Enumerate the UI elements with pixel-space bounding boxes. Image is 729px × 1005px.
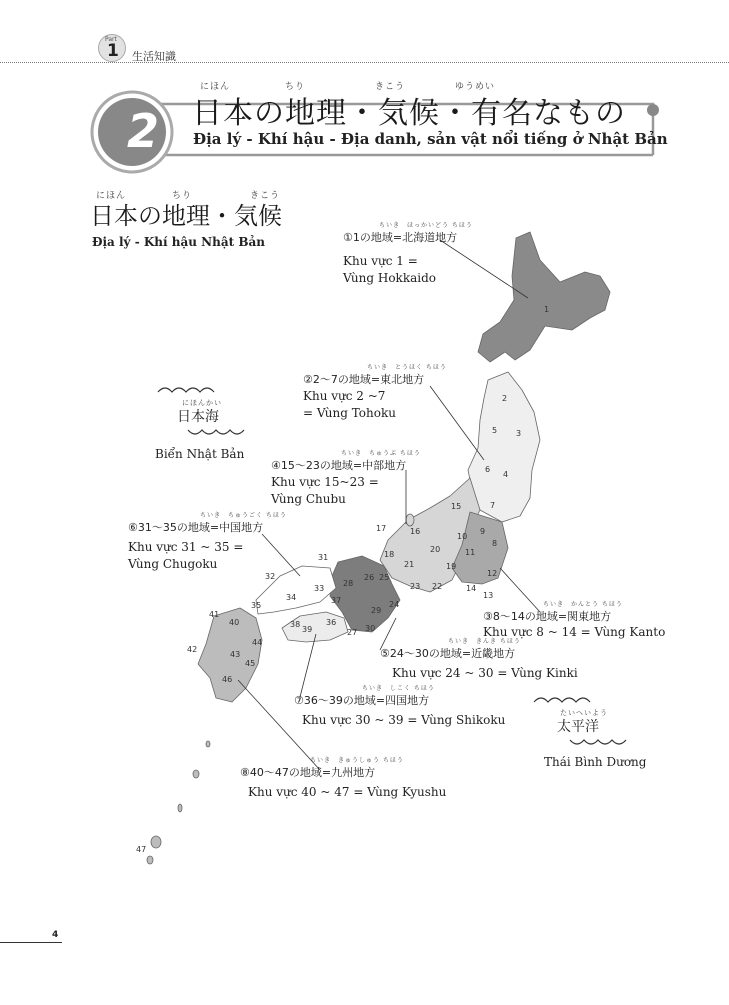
region-hokkaido [343,220,473,287]
pref-35: 35 [251,601,262,610]
pref-45: 45 [245,659,256,668]
footer-rule [0,942,62,943]
region-shikoku [294,683,505,729]
pref-18: 18 [384,550,395,559]
subsection-title-jp: 日本の地理・気候 [90,202,282,230]
pref-8: 8 [492,539,498,548]
pref-1: 1 [544,305,550,314]
region-label: ②2〜7の地域=東北地方 [303,373,425,386]
part-word: Part [105,36,117,43]
region-desc-line2: Vùng Hokkaido [343,271,436,285]
pref-3: 3 [516,429,522,438]
region-ruby: ちいき とうほく ちほう [367,364,447,371]
japan-sea-jp: 日本海 [177,409,219,425]
section-number: 2 [126,104,159,158]
japan-sea-vi: Biển Nhật Bản [155,447,245,461]
subsection-furigana-2: ちり [172,191,193,201]
pacific-jp: 太平洋 [557,719,599,735]
pref-11: 11 [465,548,476,557]
pref-38: 38 [290,620,301,629]
part-number: 1 [107,41,119,61]
pref-37: 37 [331,596,342,605]
region-kyushu [240,755,446,801]
wave-japan-sea-bottom [188,430,244,434]
pref-27: 27 [347,628,358,637]
section-furigana-3: きこう [375,82,406,92]
region-desc-line1: Khu vực 15~23 = [271,475,379,489]
region-label: ③8〜14の地域=関東地方 [483,610,612,623]
region-label: ⑦36〜39の地域=四国地方 [294,694,430,707]
pref-6: 6 [485,465,491,474]
pref-17: 17 [376,524,387,533]
section-title-vi: Địa lý - Khí hậu - Địa danh, sản vật nổi tiếng ở Nhật Bản [193,130,668,148]
pref-40: 40 [229,618,240,627]
region-label: ①1の地域=北海道地方 [343,231,458,244]
region-desc-line1: Khu vực 2 ~7 [303,389,386,403]
subsection-furigana-3: きこう [250,191,281,201]
region-desc-line1: Khu vực 30 ~ 39 = Vùng Shikoku [302,713,506,727]
region-desc-line2: Vùng Chubu [271,492,346,506]
region-ruby: ちいき かんとう ちほう [543,601,623,608]
pacific-vi: Thái Bình Dương [544,755,647,769]
wave-pacific-top [534,698,590,702]
pref-15: 15 [451,502,462,511]
wave-pacific-bottom [570,740,626,744]
pref-31: 31 [318,553,329,562]
pref-47: 47 [136,845,147,854]
pref-26: 26 [364,573,375,582]
region-chugoku [128,510,287,573]
section-furigana-4: ゆうめい [455,82,496,92]
pref-13: 13 [483,591,494,600]
hokkaido-region [478,232,610,362]
pref-7: 7 [490,501,496,510]
pref-19: 19 [446,562,457,571]
pref-34: 34 [286,593,297,602]
region-ruby: ちいき ほっかいどう ちほう [379,222,473,229]
region-label: ⑥31〜35の地域=中国地方 [128,521,264,534]
pref-39: 39 [302,625,313,634]
pref-5: 5 [492,426,498,435]
pref-24: 24 [389,600,400,609]
region-kinki [380,636,578,682]
subsection-furigana-1: にほん [96,191,127,201]
pref-14: 14 [466,584,477,593]
section-furigana-1: にほん [200,82,231,92]
wave-japan-sea-top [158,388,214,392]
japan-sea-ruby: にほんかい [182,399,222,407]
pref-43: 43 [230,650,241,659]
pref-12: 12 [487,569,498,578]
region-desc-line1: Khu vực 1 = [343,254,418,268]
pref-2: 2 [502,394,508,403]
pref-41: 41 [209,610,220,619]
region-ruby: ちいき しこく ちほう [362,685,435,692]
pref-29: 29 [371,606,382,615]
pref-23: 23 [410,582,421,591]
region-desc-line1: Khu vực 24 ~ 30 = Vùng Kinki [392,666,578,680]
pref-21: 21 [404,560,415,569]
section-furigana-2: ちり [285,82,306,92]
region-ruby: ちいき ちゅうごく ちほう [200,512,287,519]
pref-9: 9 [480,527,486,536]
part-title: 生活知識 [132,50,176,63]
region-desc-line1: Khu vực 8 ~ 14 = Vùng Kanto [483,625,666,639]
pref-28: 28 [343,579,354,588]
section-title-jp: 日本の地理・気候・有名なもの [192,96,626,131]
region-desc-line1: Khu vực 31 ~ 35 = [128,540,244,554]
region-kanto [483,599,665,641]
pref-22: 22 [432,582,443,591]
pref-44: 44 [252,638,263,647]
pref-25: 25 [379,573,390,582]
region-ruby: ちいき きんき ちほう [448,638,521,645]
pref-33: 33 [314,584,325,593]
region-tohoku [303,362,447,422]
region-ruby: ちいき ちゅうぶ ちほう [341,450,421,457]
pref-10: 10 [457,532,468,541]
pref-4: 4 [503,470,509,479]
pref-20: 20 [430,545,441,554]
pref-16: 16 [410,527,421,536]
region-label: ⑧40〜47の地域=九州地方 [240,766,376,779]
pref-32: 32 [265,572,276,581]
pref-42: 42 [187,645,198,654]
region-desc-line1: Khu vực 40 ~ 47 = Vùng Kyushu [248,785,447,799]
region-ruby: ちいき きゅうしゅう ちほう [310,757,404,764]
pacific-ruby: たいへいよう [560,709,608,717]
region-desc-line2: Vùng Chugoku [128,557,218,571]
pref-30: 30 [365,624,376,633]
page-number: 4 [52,930,59,940]
pref-46: 46 [222,675,233,684]
subsection-title-vi: Địa lý - Khí hậu Nhật Bản [92,235,265,249]
region-label: ④15〜23の地域=中部地方 [271,459,407,472]
region-desc-line2: = Vùng Tohoku [303,406,396,420]
region-label: ⑤24〜30の地域=近畿地方 [380,647,516,660]
region-chubu [271,448,421,508]
pref-36: 36 [326,618,337,627]
